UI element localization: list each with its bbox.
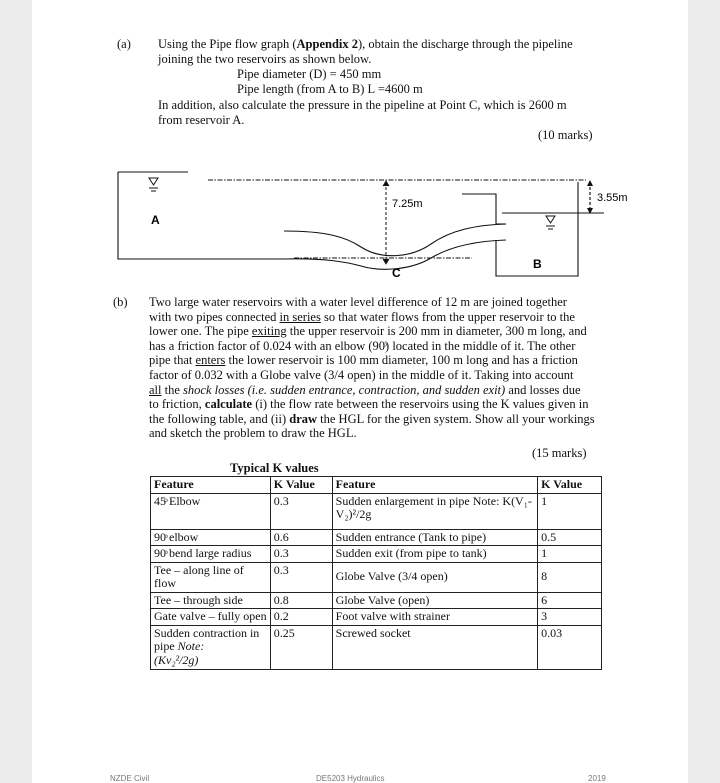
header-feature: Feature [332,477,537,494]
table-row [151,546,602,563]
feature-cell: Sudden entrance (Tank to pipe) [332,529,537,546]
pipe-top-line [284,224,506,256]
document-page [32,0,688,783]
feature-cell: Globe Valve (open) [332,592,537,609]
pipe-length: Pipe length (from A to B) L =4600 m [237,82,423,96]
table-row [151,529,602,546]
feature-cell: 45ͦ Elbow [151,493,271,529]
k-value-cell: 0.25 [270,625,332,669]
k-value-cell: 6 [538,592,602,609]
table-row [151,625,602,669]
k-value-cell: 0.03 [538,625,602,669]
k-value-cell: 8 [538,562,602,592]
k-value-cell: 0.3 [270,546,332,563]
table-row [151,592,602,609]
reservoir-diagram [116,158,628,284]
table-caption: Typical K values [230,461,319,475]
feature-cell: Gate valve – fully open [151,609,271,626]
footer-left: NZDE Civil [110,774,150,783]
footer-right: 2019 [588,774,606,783]
table-header-row [151,477,602,494]
k-value-cell: 1 [538,546,602,563]
part-a-label: (a) [117,37,131,51]
part-a-marks: (10 marks) [538,128,593,142]
part-a-line1: Using the Pipe flow graph (Appendix 2), obtain the discharge through the pipeline [158,37,573,51]
part-b-paragraph: Two large water reservoirs with a water level difference of 12 m are joined together with two pipes connected in series so that water flows from the upper reservoir to the lower one. The pipe exiting the upper reservoir is 200 mm in diameter, 300 m long, and has a friction factor of 0.024 with an elbow (90ͦ) located in the middle of it. The other pipe that enters the lower reservoir is 100 mm diameter, 100 m long and has a friction factor of 0.032 with a Globe valve (3/4 open) in the middle of it. Taking into account all the shock losses (i.e. sudden entrance, contraction, and sudden exit) and losses due to friction, calculate (i) the flow rate between the reservoirs using the K values given in the following table, and (ii) draw the HGL for the given system. Show all your workings and sketch the problem to draw the HGL. [149,295,595,441]
table-row [151,493,602,529]
k-value-cell: 0.6 [270,529,332,546]
feature-cell: Foot valve with strainer [332,609,537,626]
reservoir-a-wall [118,172,284,259]
header-k-value: K Value [270,477,332,494]
header-feature: Feature [151,477,271,494]
dim-7-25-label: 7.25m [392,198,423,210]
water-level-a-icon [149,178,158,185]
feature-cell: Sudden exit (from pipe to tank) [332,546,537,563]
k-value-cell: 0.8 [270,592,332,609]
part-a-line2: joining the two reservoirs as shown below. [158,52,372,66]
part-a-line3: In addition, also calculate the pressure in the pipeline at Point C, which is 2600 m [158,98,567,112]
part-b-marks: (15 marks) [532,446,587,460]
feature-cell: Tee – through side [151,592,271,609]
k-value-cell: 0.3 [270,493,332,529]
table-row [151,609,602,626]
pipe-diameter: Pipe diameter (D) = 450 mm [237,67,382,81]
feature-cell: 90ͦ elbow [151,529,271,546]
feature-cell: Tee – along line of flow [151,562,271,592]
k-value-cell: 3 [538,609,602,626]
part-b-label: (b) [113,295,128,309]
label-a: A [151,213,160,227]
k-values-table [150,476,602,670]
header-k-value: K Value [538,477,602,494]
water-level-b-icon [546,216,555,223]
label-b: B [533,257,542,271]
feature-cell: Sudden enlargement in pipe Note: K(V₁-V₂)²/2g [332,493,537,529]
footer-center: DE5203 Hydraulics [316,774,385,783]
feature-cell: Globe Valve (3/4 open) [332,562,537,592]
k-value-cell: 0.2 [270,609,332,626]
part-a-line4: from reservoir A. [158,113,245,127]
feature-cell: Sudden contraction in pipe Note: (Kv₂²/2g) [151,625,271,669]
dim-3-55-label: 3.55m [597,192,628,204]
feature-cell: 90ͦ bend large radius [151,546,271,563]
k-value-cell: 0.3 [270,562,332,592]
k-value-cell: 0.5 [538,529,602,546]
table-row [151,562,602,592]
pipe-bottom-line [284,240,506,269]
k-value-cell: 1 [538,493,602,529]
feature-cell: Screwed socket [332,625,537,669]
label-c: C [392,266,401,280]
